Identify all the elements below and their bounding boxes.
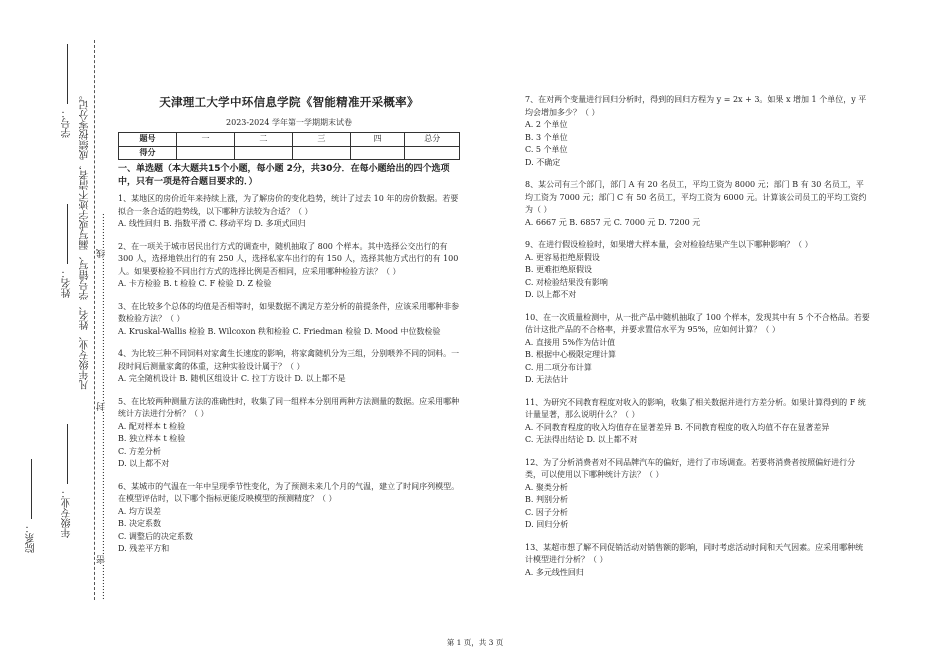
score-table-header: 题号 一 二 三 四 总分 [119, 133, 460, 147]
question: 12、为了分析消费者对不同品牌汽车的偏好，进行了市场调查。若要将消费者按照偏好进行分类，可以使用以下哪种统计方法？（ ） A. 聚类分析 B. 判别分析 C. 因子分析 D. 回归分析 [525, 457, 856, 529]
question: 8、某公司有三个部门，部门 A 有 20 名员工，平均工资为 8000 元；部门 B 有 30 名员工，平均工资为 7000 元；部门 C 有 50 名员工，平均工资为 6000 元。计算该公司员工的平均工资约为（ ） A. 6667 元 B. 6857 元 C. 7000 元 D. 7200 元 [525, 180, 867, 227]
exam-subtitle: 2023-2024 学年第一学期期末试卷 [226, 117, 352, 127]
score-cell[interactable] [234, 146, 292, 160]
section-heading: 一、单选题（本大题共15个小题，每小题 2分，共30分．在每小题给出的四个选项中，只有一项是符合题目要求的．） [118, 164, 450, 187]
question: 7、在对两个变量进行回归分析时，得到的回归方程为 y = 2x + 3。如果 x 增加 1 个单位，y 平均会增加多少？（ ） A. 2 个单位 B. 3 个单位 C. 5 个单位 D. 不确定 [525, 95, 867, 167]
left-column [118, 94, 460, 566]
score-table [118, 132, 460, 160]
question: 6、某城市的气温在一年中呈现季节性变化，为了预测未来几个月的气温，建立了时间序列模型。在模型评估时，以下哪个指标更能反映模型的预测精度？（ ） A. 均方误差 B. 决定系数 C. 调整后的决定系数 D. 残差平方和 [118, 481, 460, 553]
score-cell[interactable] [405, 146, 460, 160]
score-cell[interactable] [292, 146, 350, 160]
question: 4、为比较三种不同饲料对家禽生长速度的影响，将家禽随机分为三组，分别喂养不同的饲料。一段时间后测量家禽的体重，这种实验设计属于？（ ） A. 完全随机设计 B. 随机区组设计 C. 拉丁方设计 D. 以上都不是 [118, 349, 460, 383]
seal-line-text: …………密…………………………………………封…………………………………………线………… [97, 213, 107, 600]
score-table-row: 得分 [119, 146, 460, 160]
question: 10、在一次质量检测中，从一批产品中随机抽取了 100 个样本，发现其中有 5 个不合格品。若要估计这批产品的不合格率，并要求置信水平为 95%，应如何计算？（ ） A. 直接用 5%作为估计值 B. 根据中心极限定理计算 C. 用二项分布计算 D. 无法估计 [525, 312, 870, 384]
question: 13、某超市想了解不同促销活动对销售额的影响，同时考虑活动时间和天气因素。应采用哪种统计模型进行分析？（ ） A. 多元线性回归 [525, 542, 864, 577]
right-column [525, 94, 870, 589]
page-footer: 第 1 页，共 3 页 [446, 638, 504, 647]
student-id-field: 学号： [62, 40, 74, 138]
score-cell[interactable] [350, 146, 405, 160]
notice-text: 凡年级专业、姓名、学号错写、漏写或字迹不清者，成绩按零分记。 [80, 90, 91, 390]
name-field: 姓名： [62, 200, 74, 298]
score-cell[interactable] [176, 146, 234, 160]
question: 2、在一项关于城市居民出行方式的调查中，随机抽取了 800 个样本。其中选择公交出行的有 300 人，选择地铁出行的有 250 人，选择私家车出行的有 150 人，选择其他方式出行的有 100 人。如果要检验不同出行方式的选择比例是否相同，应采用哪种检验方法？（ ） A. 卡方检验 B. t 检验 C. F 检验 D. Z 检验 [118, 241, 459, 288]
question: 1、某地区的房价近年来持续上涨，为了解房价的变化趋势，统计了过去 10 年的房价数据。若要拟合一条合适的趋势线，以下哪种方法较为合适？（ ） A. 线性回归 B. 指数平滑 C. 移动平均 D. 多项式回归 [118, 194, 459, 228]
binding-margin [0, 0, 110, 672]
cut-line [94, 40, 95, 600]
question: 3、在比较多个总体的均值是否相等时，如果数据不满足方差分析的前提条件，应该采用哪种非参数检验方法？（ ） A. Kruskal-Wallis 检验 B. Wilcoxon 秩和检验 C. Friedman 检验 D. Mood 中位数检验 [118, 301, 460, 336]
question: 11、为研究不同教育程度对收入的影响，收集了相关数据并进行方差分析。如果计算得到的 F 统计量显著，那么说明什么？（ ） A. 不同教育程度的收入均值存在显著差异 B. 不同教育程度的收入均值不存在显著差异 C. 无法得出结论 D. 以上都不对 [525, 397, 866, 444]
question: 5、在比较两种测量方法的准确性时，收集了同一组样本分别用两种方法测量的数据。应采用哪种统计方法进行分析？（ ） A. 配对样本 t 检验 B. 独立样本 t 检验 C. 方差分析 D. 以上都不对 [118, 396, 460, 468]
grade-field: 年级专业： [62, 420, 74, 538]
school-field: 院系： [26, 455, 38, 553]
question: 9、在进行假设检验时，如果增大样本量，会对检验结果产生以下哪种影响？（ ） A. 更容易拒绝原假设 B. 更难拒绝原假设 C. 对检验结果没有影响 D. 以上都不对 [525, 240, 813, 299]
exam-title: 天津理工大学中环信息学院《智能精准开采概率》 [159, 95, 419, 109]
